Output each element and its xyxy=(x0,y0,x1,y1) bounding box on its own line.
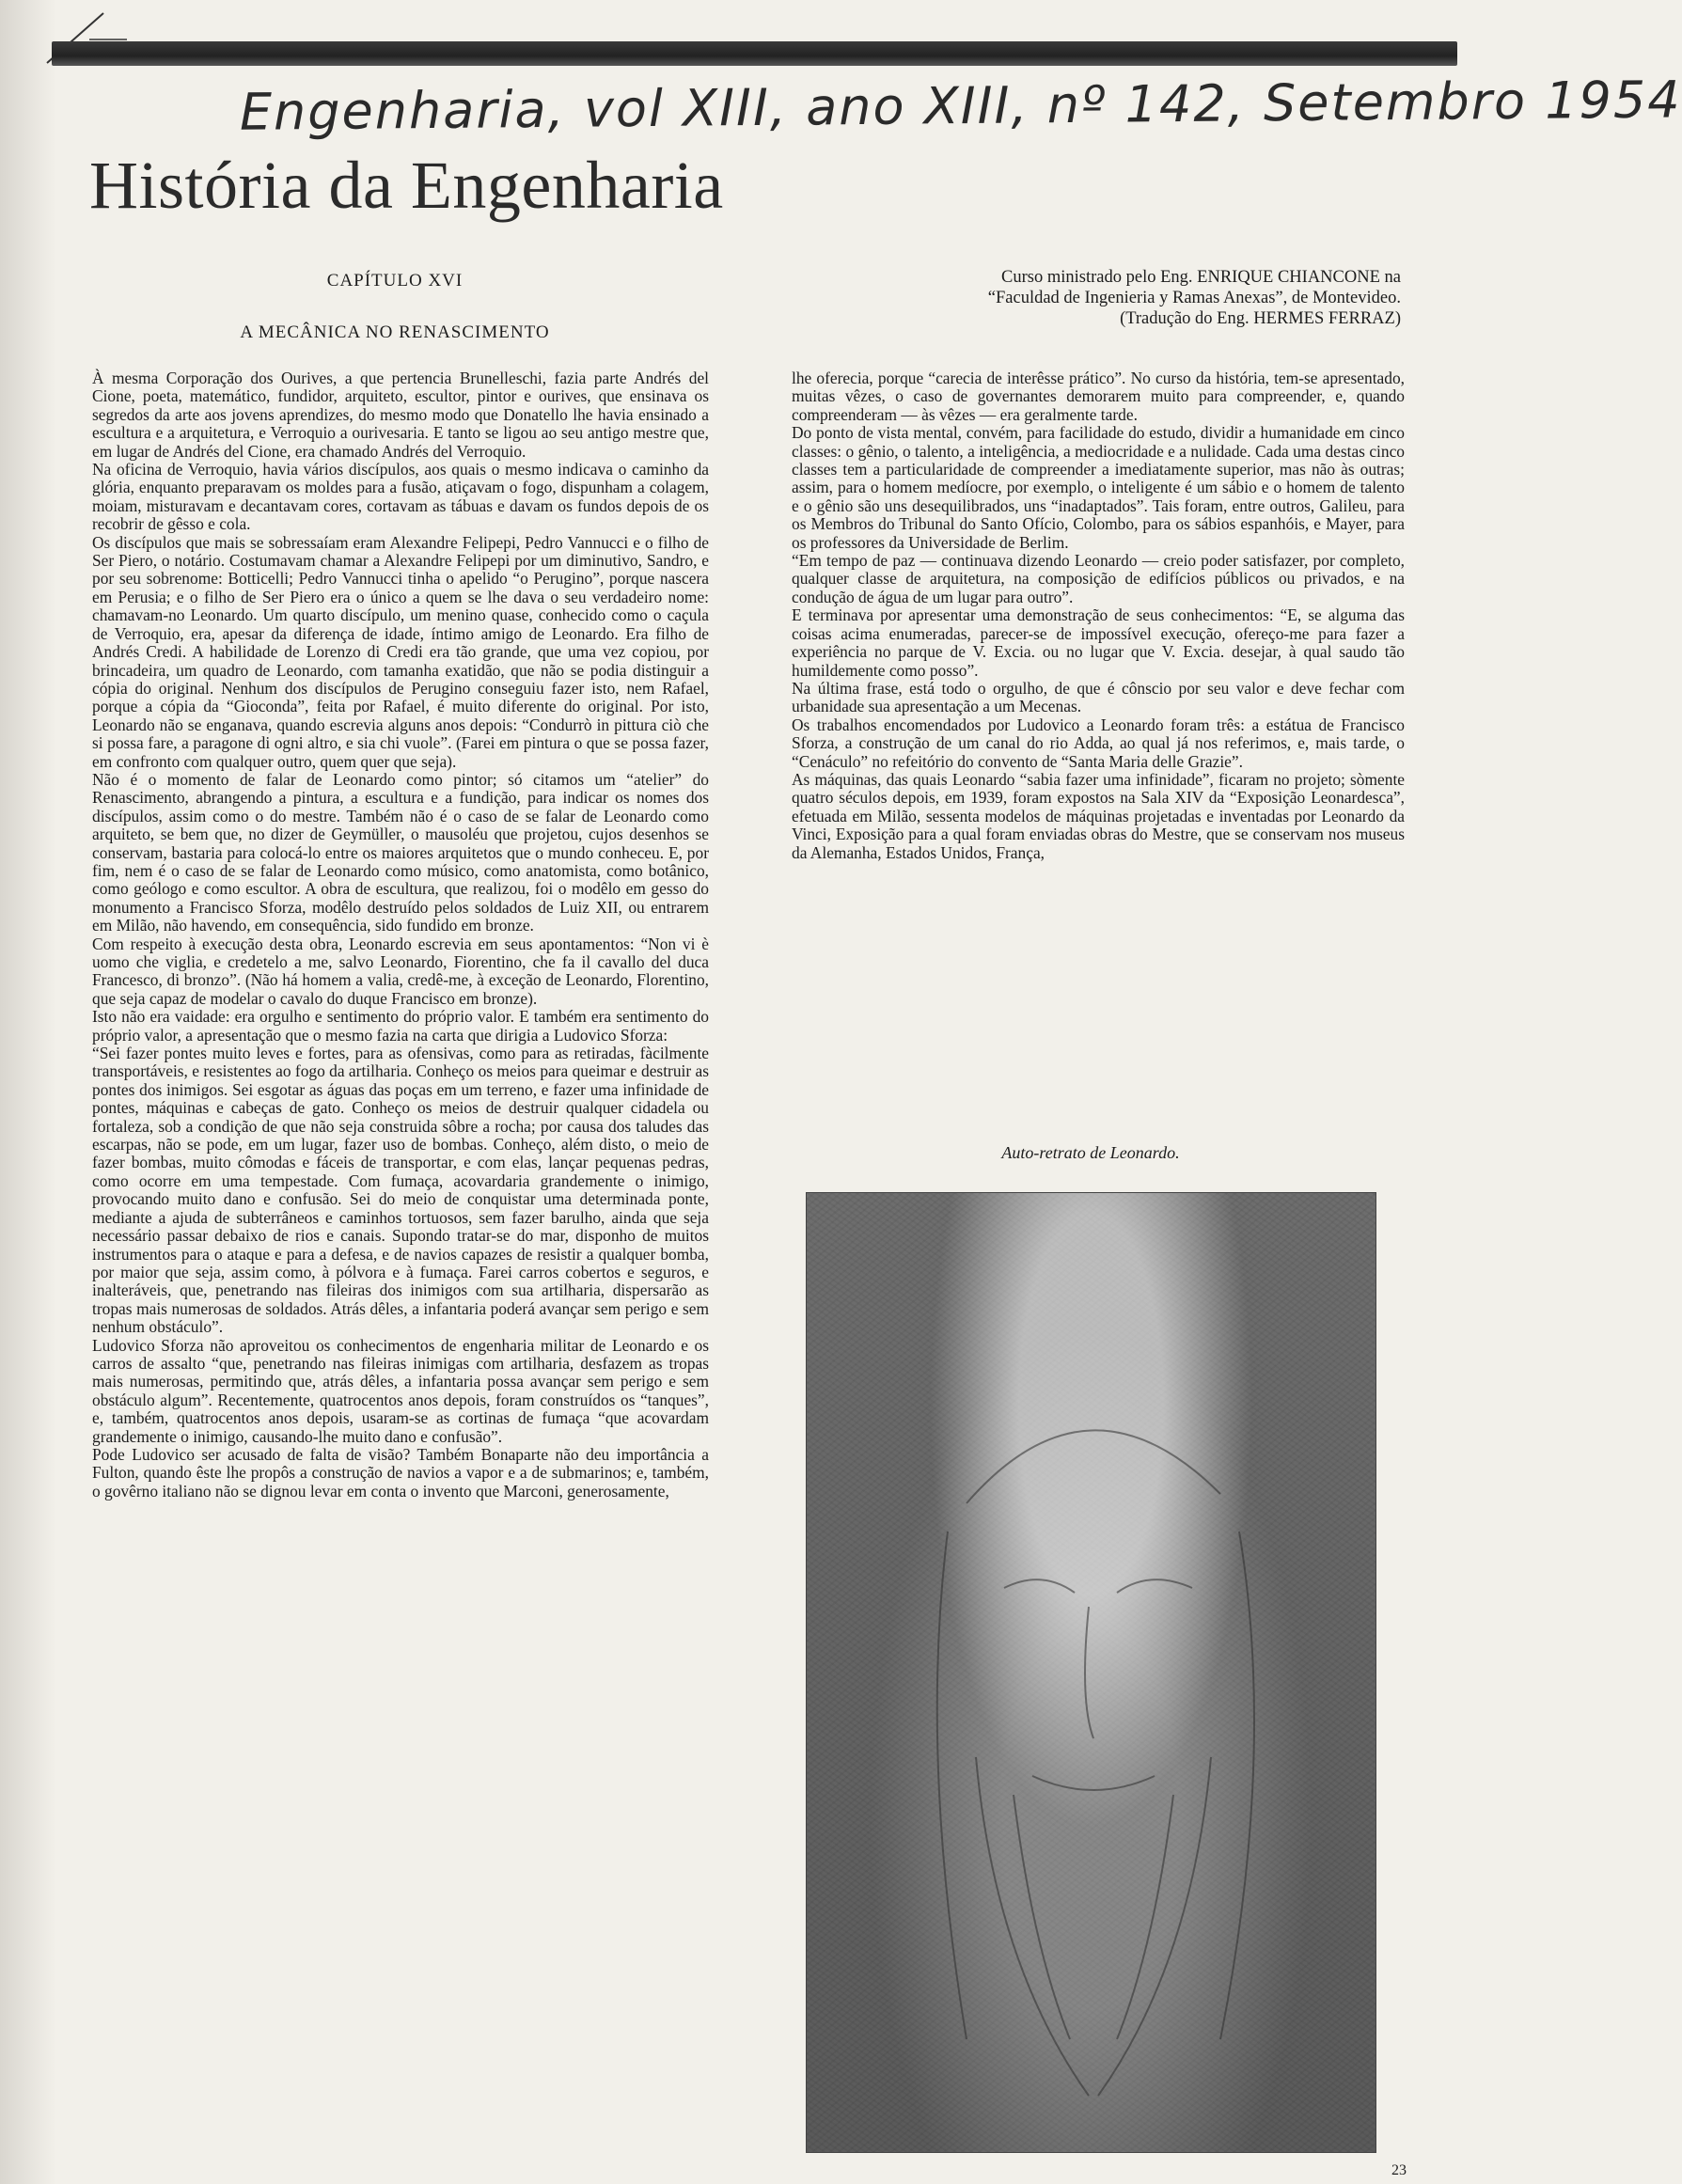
paragraph: Os discípulos que mais se sobressaíam eram Alexandre Felipepi, Pedro Vannucci e o filho de Ser Piero, o notário. Costumavam chamar a Alexandre Felipepi por um diminutivo, Sandro, e por seu sobrenome: Botticelli; Pedro Vannucci tinha o apelido “o Perugino”, porque nascera em Perusia; e o filho de Ser Piero era o único a quem se lhe dava o seu verdadeiro nome: chamavam-no Leonardo. Um quarto discípulo, um menino quase, conhecido como o caçula de Verroquio, era, apesar da diferença de idade, íntimo amigo de Leonardo. Era filho de Andrés Credi. A habilidade de Lorenzo di Credi era tão grande, que uma vez copiou, por brincadeira, um quadro de Leonardo, com tamanha exatidão, que não se podia distinguir a cópia do original. Nenhum dos discípulos de Perugino conseguiu fazer isto, nem Rafael, porque a cópia da “Gioconda”, feita por Rafael, é muito diferente do original. Por isto, Leonardo não se enganava, quando escrevia alguns anos depois: “Condurrò in pittura ciò che si possa fare, a paragone di ogni altro, e sia chi vuole”. (Farei em pintura o que se possa fazer, em confronto com qualquer outro, quem quer que seja). xyxy=(92,532,709,771)
paragraph: Do ponto de vista mental, convém, para facilidade do estudo, dividir a humanidade em cinco classes: o gênio, o talento, a inteligência, a mediocridade e a nulidade. Cada uma destas cinco classes tem a particularidade de compreender a imediatamente superior, mas não às outras; assim, para o homem medíocre, por exemplo, o inteligente é um sábio e o homem de talento e o gênio são uns desequilibrados, uns “inadaptados”. Tais foram, entre outros, Galileu, para os Membros do Tribunal do Santo Ofício, Colombo, para os sábios espanhóis, e Mayer, para os professores da Universidade de Berlim. xyxy=(792,423,1405,552)
paragraph: Não é o momento de falar de Leonardo como pintor; só citamos um “atelier” do Renascimento, abrangendo a pintura, a escultura e a fundição, para indicar os nomes dos discípulos, assim como o do mestre. Também não é o caso de se falar de Leonardo como arquiteto, se bem que, no dizer de Geymüller, o mausoléu que projetou, cujos desenhos se conservam, bastaria para colocá-lo entre os maiores arquitetos que o mundo conheceu. E, por fim, nem é o caso de se falar de Leonardo como músico, como anatomista, como botânico, como geólogo e como escultor. A obra de escultura, que realizou, foi o modêlo em gesso do monumento a Francisco Sforza, modêlo destruído pelos soldados de Luiz XII, ou entrarem em Milão, não havendo, em consequência, sido fundido em bronze. xyxy=(92,769,709,935)
paragraph: Com respeito à execução desta obra, Leonardo escrevia em seus apontamentos: “Non vi è uomo che viglia, e credetelo a me, salvo Leonardo, Fiorentino, che fa il cavallo del duca Francesco, di bronzo”. (Não há homem a valia, credê-me, à exceção de Leonardo, Florentino, que seja capaz de modelar o cavalo do duque Francisco em bronze). xyxy=(92,934,709,1008)
paragraph: À mesma Corporação dos Ourives, a que pertencia Brunelleschi, fazia parte Andrés del Cione, poeta, matemático, fundidor, arquiteto, escultor, pintor e ourives, que ensinava os segredos da arte aos jovens aprendizes, do mesmo modo que Donatello lhe havia ensinado a escultura e a arquitetura, e Verroquio a ourivesaria. E tanto se ligou ao seu antigo mestre que, em lugar de Andrés del Cione, era chamado Andrés del Verroquio. xyxy=(92,369,709,461)
page-title: História da Engenharia xyxy=(89,148,724,223)
scan-edge-shadow xyxy=(0,0,56,2184)
paragraph: “Em tempo de paz — continuava dizendo Leonardo — creio poder satisfazer, por completo, qualquer classe de arquitetura, na composição de edifícios públicos ou privados, e na condução de água de um lugar para outro”. xyxy=(792,551,1405,606)
paragraph: lhe oferecia, porque “carecia de interêsse prático”. No curso da história, tem-se apresentado, muitas vêzes, o caso de governantes demorarem muito para compreender, e, quando compreenderam — às vêzes — era geralmente tarde. xyxy=(792,369,1405,424)
paragraph: Ludovico Sforza não aproveitou os conhecimentos de engenharia militar de Leonardo e os carros de assalto “que, penetrando nas fileiras inimigas com artilharia, desfazem as tropas mais numerosas, permitindo que, atrás dêles, a infantaria possa avançar sem perigo e sem obstáculo algum”. Recentemente, quatrocentos anos depois, foram construídos os “tanques”, e, também, quatrocentos anos depois, usaram-se as cortinas de fumaça “que acovardam grandemente o inimigo, causando-lhe muito dano e confusão”. xyxy=(92,1335,709,1446)
credit-line: “Faculdad de Ingenieria y Ramas Anexas”, de Montevideo. xyxy=(987,289,1401,307)
left-column xyxy=(92,369,709,2156)
paragraph: Os trabalhos encomendados por Ludovico a Leonardo foram três: a estátua de Francisco Sforza, a construção de um canal do rio Adda, ao qual já nos referimos, e, mais tarde, o “Cenáculo” no refeitório do convento de “Santa Maria delle Grazie”. xyxy=(792,715,1405,771)
right-column xyxy=(792,369,1405,1112)
handwritten-note: Engenharia, vol XIII, ano XIII, nº 142, Setembro 1954 xyxy=(239,70,1682,142)
paragraph: “Sei fazer pontes muito leves e fortes, para as ofensivas, como para as retiradas, fàcilmente transportáveis, e resistentes ao fogo da artilharia. Conheço os meios para queimar e destruir as pontes dos inimigos. Sei esgotar as águas das poças em um terreno, e fazer uma infinidade de pontes, máquinas e cabeças de gato. Conheço os meios de destruir qualquer cidadela ou fortaleza, sob a condição de que não seja construida sôbre a rocha; por causa dos taludes das escarpas, não se pode, em um lugar, fazer uso de bombas. Conheço, além disto, o meio de fazer bombas, muito cômodas e fáceis de transportar, e com elas, lançar pequenas pedras, como ocorre em uma tempestade. Com fumaça, acovardaria grandemente o inimigo, provocando muito dano e confusão. Sei do meio de conquistar uma determinada ponte, mediante a ajuda de subterrâneos e caminhos tortuosos, sem fazer barulho, ainda que seja necessário passar debaixo de rios e canais. Supondo tratar-se do mar, disponho de muitos instrumentos para o ataque e para a defesa, e de navios capazes de resistir a qualquer bomba, por maior que seja, assim como, à pólvora e à fumaça. Farei carros cobertos e seguros, e inalteráveis, que, penetrando nas fileiras dos inimigos com sua artilharia, dispersarão as tropas mais numerosas de soldados. Atrás dêles, a infantaria poderá avançar sem perigo e sem nenhum obstáculo”. xyxy=(92,1044,709,1337)
credit-line: Curso ministrado pelo Eng. ENRIQUE CHIANCONE na xyxy=(1001,268,1401,287)
paragraph: E terminava por apresentar uma demonstração de seus conhecimentos: “E, se alguma das coisas acima enumeradas, parecer-se de impossível execução, ofereço-me para fazer a experiência no parque de V. Excia. ou no lugar que V. Excia. desejar, à qual saudo tão humildemente como posso”. xyxy=(792,605,1405,680)
paragraph: Pode Ludovico ser acusado de falta de visão? Também Bonaparte não deu importância a Fulton, quando êste lhe propôs a construção de navios a vapor e a de submarinos; e, também, o govêrno italiano não se dignou levar em conta o invento que Marconi, generosamente, xyxy=(92,1444,709,1501)
credit-line: (Tradução do Eng. HERMES FERRAZ) xyxy=(1120,309,1401,328)
header-rule xyxy=(52,41,1457,66)
portrait-image xyxy=(806,1192,1376,2153)
portrait-sketch-icon xyxy=(807,1193,1375,2152)
paragraph: Na oficina de Verroquio, havia vários discípulos, aos quais o mesmo indicava o caminho da glória, enquanto preparavam os moldes para a fusão, atiçavam o fogo, dispunham a colagem, moiam, misturavam e decantavam cores, cortavam as tábuas e davam os fundos depois de os recobrir de gêsso e cola. xyxy=(92,460,709,534)
author-credit xyxy=(799,267,1401,329)
page-number: 23 xyxy=(1391,2162,1407,2178)
article-subtitle: A MECÂNICA NO RENASCIMENTO xyxy=(240,322,550,342)
figure-caption: Auto-retrato de Leonardo. xyxy=(1001,1143,1180,1162)
paragraph: Na última frase, está todo o orgulho, de que é cônscio por seu valor e deve fechar com urbanidade sua apresentação a um Mecenas. xyxy=(792,678,1405,716)
paragraph: As máquinas, das quais Leonardo “sabia fazer uma infinidade”, ficaram no projeto; sòmente quatro séculos depois, em 1939, foram expostos na Sala XIV da “Exposição Leonardesca”, efetuada em Milão, sessenta modelos de máquinas projetadas e inventadas por Leonardo da Vinci, Exposição para a qual foram enviadas obras do Mestre, que se conservam nos museus da Alemanha, Estados Unidos, França, xyxy=(792,769,1405,862)
paragraph: Isto não era vaidade: era orgulho e sentimento do próprio valor. E também era sentimento do próprio valor, a apresentação que o mesmo fazia na carta que dirigia a Ludovico Sforza: xyxy=(92,1007,709,1045)
chapter-heading: CAPÍTULO XVI xyxy=(326,271,464,291)
